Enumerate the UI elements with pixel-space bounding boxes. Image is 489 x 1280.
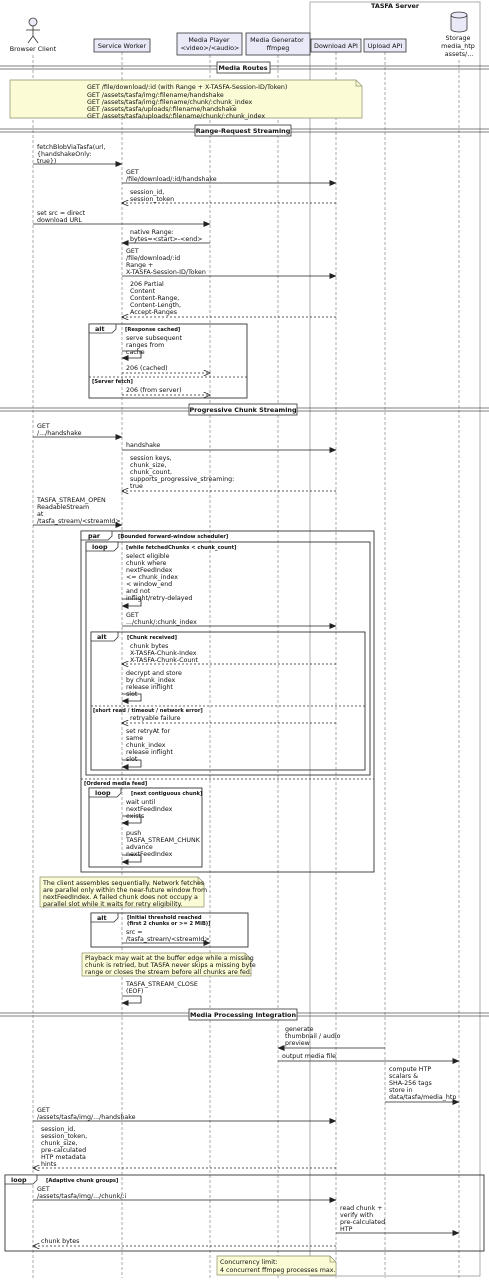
self-arrow	[122, 996, 141, 1003]
message-label: select eligible chunk where nextFeedIndex <= chunk_index < window_end and not inflight/retry-delayed	[126, 553, 193, 602]
note-sequential-text: The client assembles sequentially. Network fetches are parallel only within the near-future window from nextFeedIndex. A failed chunk does not occupy a parallel slot while it waits for retry eligibility.	[43, 880, 208, 908]
message-label: handshake	[126, 442, 161, 449]
message-label: retryable failure	[130, 715, 181, 722]
section-media-processing: Media Processing Integration	[189, 1011, 297, 1019]
message-label: 206 Partial Content Content-Range, Content-Length, Accept-Ranges	[130, 281, 182, 316]
fragment-condition: [Chunk received]	[127, 635, 177, 641]
note-playback-text: Playback may wait at the buffer edge while a missing chunk is retried, but TASFA never skips a missing byte range or closes the stream before all chunks are fed.	[85, 955, 256, 976]
message-label: generate thumbnail / audio preview	[285, 1026, 341, 1047]
message-label: session_id, session_token, chunk_size, pre-calculated HTP metadata hints	[41, 1126, 88, 1168]
note-routes-text: GET /file/download/:id (with Range + X-TASFA-Session-ID/Token) GET /assets/tasfa/img/:filename/handshake GET /assets/tasfa/img/:filename/chunk/:chunk_index GET /assets/tasfa/uploads/:filename/handshake GET /assets/tasfa/uploads/:filename/chunk/:chunk_index	[87, 84, 288, 120]
upload-api-label: Upload API	[367, 42, 403, 50]
download-api-label: Download API	[314, 42, 358, 50]
message-label: GET /assets/tasfa/img/.../handshake	[37, 1107, 136, 1121]
fragment-else: [Server fetch]	[92, 379, 133, 385]
message-label: GET /.../handshake	[37, 423, 82, 437]
fragment-par	[81, 531, 374, 872]
message-label: TASFA_STREAM_OPEN ReadableStream at /tasfa_stream/<streamId>	[37, 497, 121, 525]
message-label: GET /assets/tasfa/img/.../chunk/:i	[37, 1186, 127, 1200]
message-label: session keys, chunk_size, chunk_count, supports_progressive_streaming: true	[130, 455, 235, 490]
fragment-keyword: loop	[11, 1176, 27, 1184]
fragment-else: [short read / timeout / network error]	[93, 708, 203, 714]
message-label: set src = direct download URL	[37, 210, 86, 224]
message-label: wait until nextFeedIndex exists	[126, 799, 173, 820]
fragment-keyword: loop	[92, 543, 108, 551]
section-media-routes: Media Routes	[218, 64, 268, 72]
message-label: chunk bytes X-TASFA-Chunk-Index X-TASFA-Chunk-Count	[130, 643, 198, 664]
fragment-keyword: alt	[97, 633, 107, 641]
storage-label: Storage media_htp assets/...	[441, 34, 475, 58]
fragment-condition: [Initial threshold reached (first 2 chunks or >= 2 MiB)]	[127, 915, 211, 927]
message-label: src = /tasfa_stream/<streamId>	[126, 929, 210, 943]
fragment-keyword: loop	[95, 789, 111, 797]
fragment-else: [Ordered media feed]	[84, 781, 148, 787]
message-label: chunk bytes	[41, 1238, 80, 1245]
message-label: set retryAt for same chunk_index release inflight slot	[126, 728, 173, 763]
browser-client-label: Browser Client	[9, 45, 57, 53]
fragment-condition: [Bounded forward-window scheduler]	[118, 534, 229, 540]
message-label: push TASFA_STREAM_CHUNK advance nextFeedIndex	[126, 830, 200, 858]
message-label: 206 (from server)	[126, 387, 182, 394]
fragment-condition: [next contiguous chunk]	[131, 791, 203, 797]
tasfa-server-title: TASFA Server	[371, 2, 419, 10]
message-label: fetchBlobViaTasfa(url, {handshakeOnly: true})	[37, 144, 106, 165]
message-label: compute HTP scalars & SHA-256 tags store in data/tasfa/media_htp	[389, 1066, 457, 1101]
participant-storage	[451, 12, 467, 32]
fragment-condition: [Adaptive chunk groups]	[46, 1178, 119, 1184]
section-range-request: Range-Request Streaming	[195, 127, 291, 135]
fragment-condition: [while fetchedChunks < chunk_count]	[126, 545, 237, 551]
message-label: GET .../chunk/:chunk_index	[126, 612, 197, 626]
message-label: GET /file/download/:id/handshake	[126, 169, 217, 183]
fragment-keyword: par	[88, 532, 101, 540]
media-player-label: Media Player <video>/<audio>	[180, 36, 240, 52]
message-label: serve subsequent ranges from cache	[126, 335, 183, 356]
service-worker-label: Service Worker	[97, 42, 147, 50]
message-label: TASFA_STREAM_CLOSE (EOF)	[126, 981, 198, 995]
note-concurrency-text: Concurrency limit: 4 concurrent ffmpeg processes max.	[220, 1259, 336, 1274]
media-generator-label: Media Generator ffmpeg	[250, 36, 304, 52]
fragment-keyword: alt	[95, 325, 105, 333]
message-label: read chunk + verify with pre-calculated HTP	[340, 1205, 386, 1233]
section-progressive: Progressive Chunk Streaming	[189, 406, 297, 414]
message-label: native Range: bytes=<start>-<end>	[130, 229, 203, 243]
fragment-condition: [Response cached]	[125, 327, 181, 333]
fragment-keyword: alt	[97, 914, 107, 922]
participant-browser-client	[26, 18, 40, 43]
message-label: output media file	[282, 1053, 336, 1060]
message-label: session_id, session_token	[130, 189, 175, 203]
message-label: GET /file/download/:id Range + X-TASFA-Session-ID/Token	[126, 248, 206, 276]
message-label: 206 (cached)	[126, 365, 168, 372]
message-label: decrypt and store by chunk_index release inflight slot	[126, 670, 182, 698]
